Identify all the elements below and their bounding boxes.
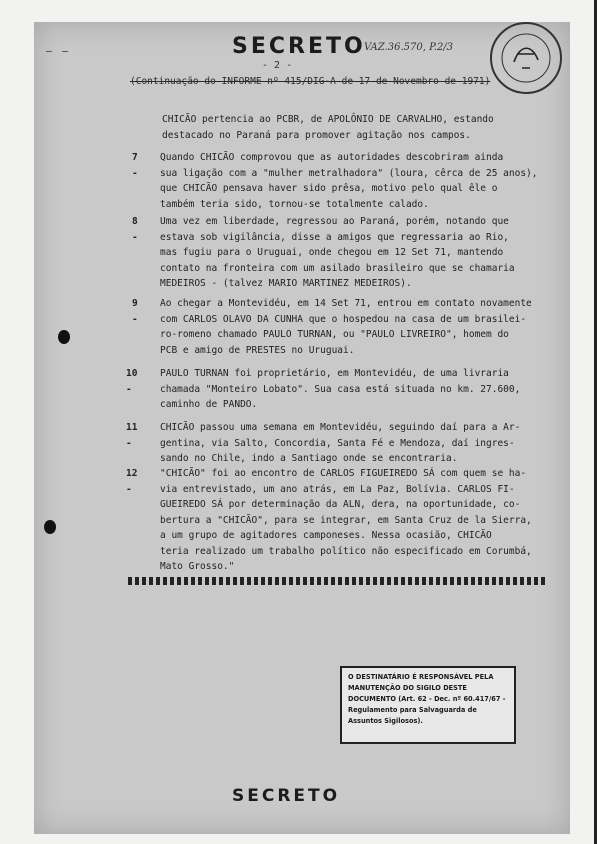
paragraph-number: 10 -	[126, 368, 138, 395]
confidentiality-stamp: O DESTINATÁRIO É RESPONSÁVEL PELA MANUTENÇÃO DO SIGILO DESTE DOCUMENTO (Art. 62 - Dec. nº 60.417/67 - Regulamento para Salvaguarda de Assuntos Sigilosos).	[340, 666, 516, 744]
paragraph-number: 9 -	[132, 298, 138, 325]
footer-classification: SECRETO	[232, 786, 341, 806]
paragraph-text: Uma vez em liberdade, regressou ao Paraná, porém, notando que estava sob vigilância, disse a amigos que regressaria ao Rio, mas fugiu para o Uruguai, onde chegou em 12 Set 71, mantendo contato na fronteira com um asilado brasileiro que se chamaria MEDEIROS - (talvez MARIO MARTINEZ MEDEIROS).	[160, 216, 515, 289]
paragraph-number: 8 -	[132, 216, 138, 243]
paragraph-number: 7 -	[132, 152, 138, 179]
ministry-seal-stamp	[490, 22, 562, 94]
seal-icon	[492, 24, 560, 92]
punch-hole	[58, 330, 70, 344]
paragraph-number: 11 -	[126, 422, 138, 449]
paragraph-text: Ao chegar a Montevidéu, em 14 Set 71, entrou em contato novamente com CARLOS OLAVO DA CUNHA que o hospedou na casa de um brasilei- ro-romeno chamado PAULO TURNAN, ou "PAULO LIVREIRO", homem do PCB e amigo de PRESTES no Uruguai.	[160, 298, 532, 356]
continuation-line: (Continuação do INFORME nº 415/DIG-A de 17 de Novembro de 1971)	[130, 76, 491, 87]
paragraph-number: 12 -	[126, 468, 138, 495]
header-classification: SECRETO	[232, 34, 366, 59]
paragraph-text: PAULO TURNAN foi proprietário, em Montevidéu, de uma livraria chamada "Monteiro Lobato". Sua casa está situada no km. 27.600, caminho de PANDO.	[160, 368, 521, 410]
paragraph-text: Quando CHICÃO comprovou que as autoridades descobriram ainda sua ligação com a "mulher metralhadora" (loura, cêrca de 25 anos), que CHICÃO pensava haver sido prêsa, motivo pelo qual êle o também teria sido, tornou-se totalmente calado.	[160, 152, 538, 210]
handwritten-reference: VAZ.36.570, P.2/3	[364, 42, 454, 53]
closing-separator	[128, 577, 548, 585]
paragraph-text: CHICÃO pertencia ao PCBR, de APOLÔNIO DE CARVALHO, estando destacado no Paraná para promover agitação nos campos.	[162, 114, 494, 141]
margin-mark: — —	[46, 46, 71, 57]
paragraph-text: CHICÃO passou uma semana em Montevidéu, seguindo daí para a Ar- gentina, via Salto, Concordia, Santa Fé e Mendoza, daí ingres- sando no Chile, indo a Santiago onde se encontraria.	[160, 422, 521, 464]
paragraph-text: "CHICÃO" foi ao encontro de CARLOS FIGUEIREDO SÁ com quem se ha- via entrevistado, um ano atrás, em La Paz, Bolívia. CARLOS FI- GUEIREDO SÁ por determinação da ALN, dera, na oportunidade, co- bertura a "CHICÃO", para se integrar, em Santa Cruz de la Sierra, a um grupo de agitadores camponeses. Nessa ocasião, CHICÃO teria realizado um trabalho político não especificado em Corumbá, Mato Grosso."	[160, 468, 532, 572]
punch-hole	[44, 520, 56, 534]
page-number: - 2 -	[262, 60, 293, 71]
